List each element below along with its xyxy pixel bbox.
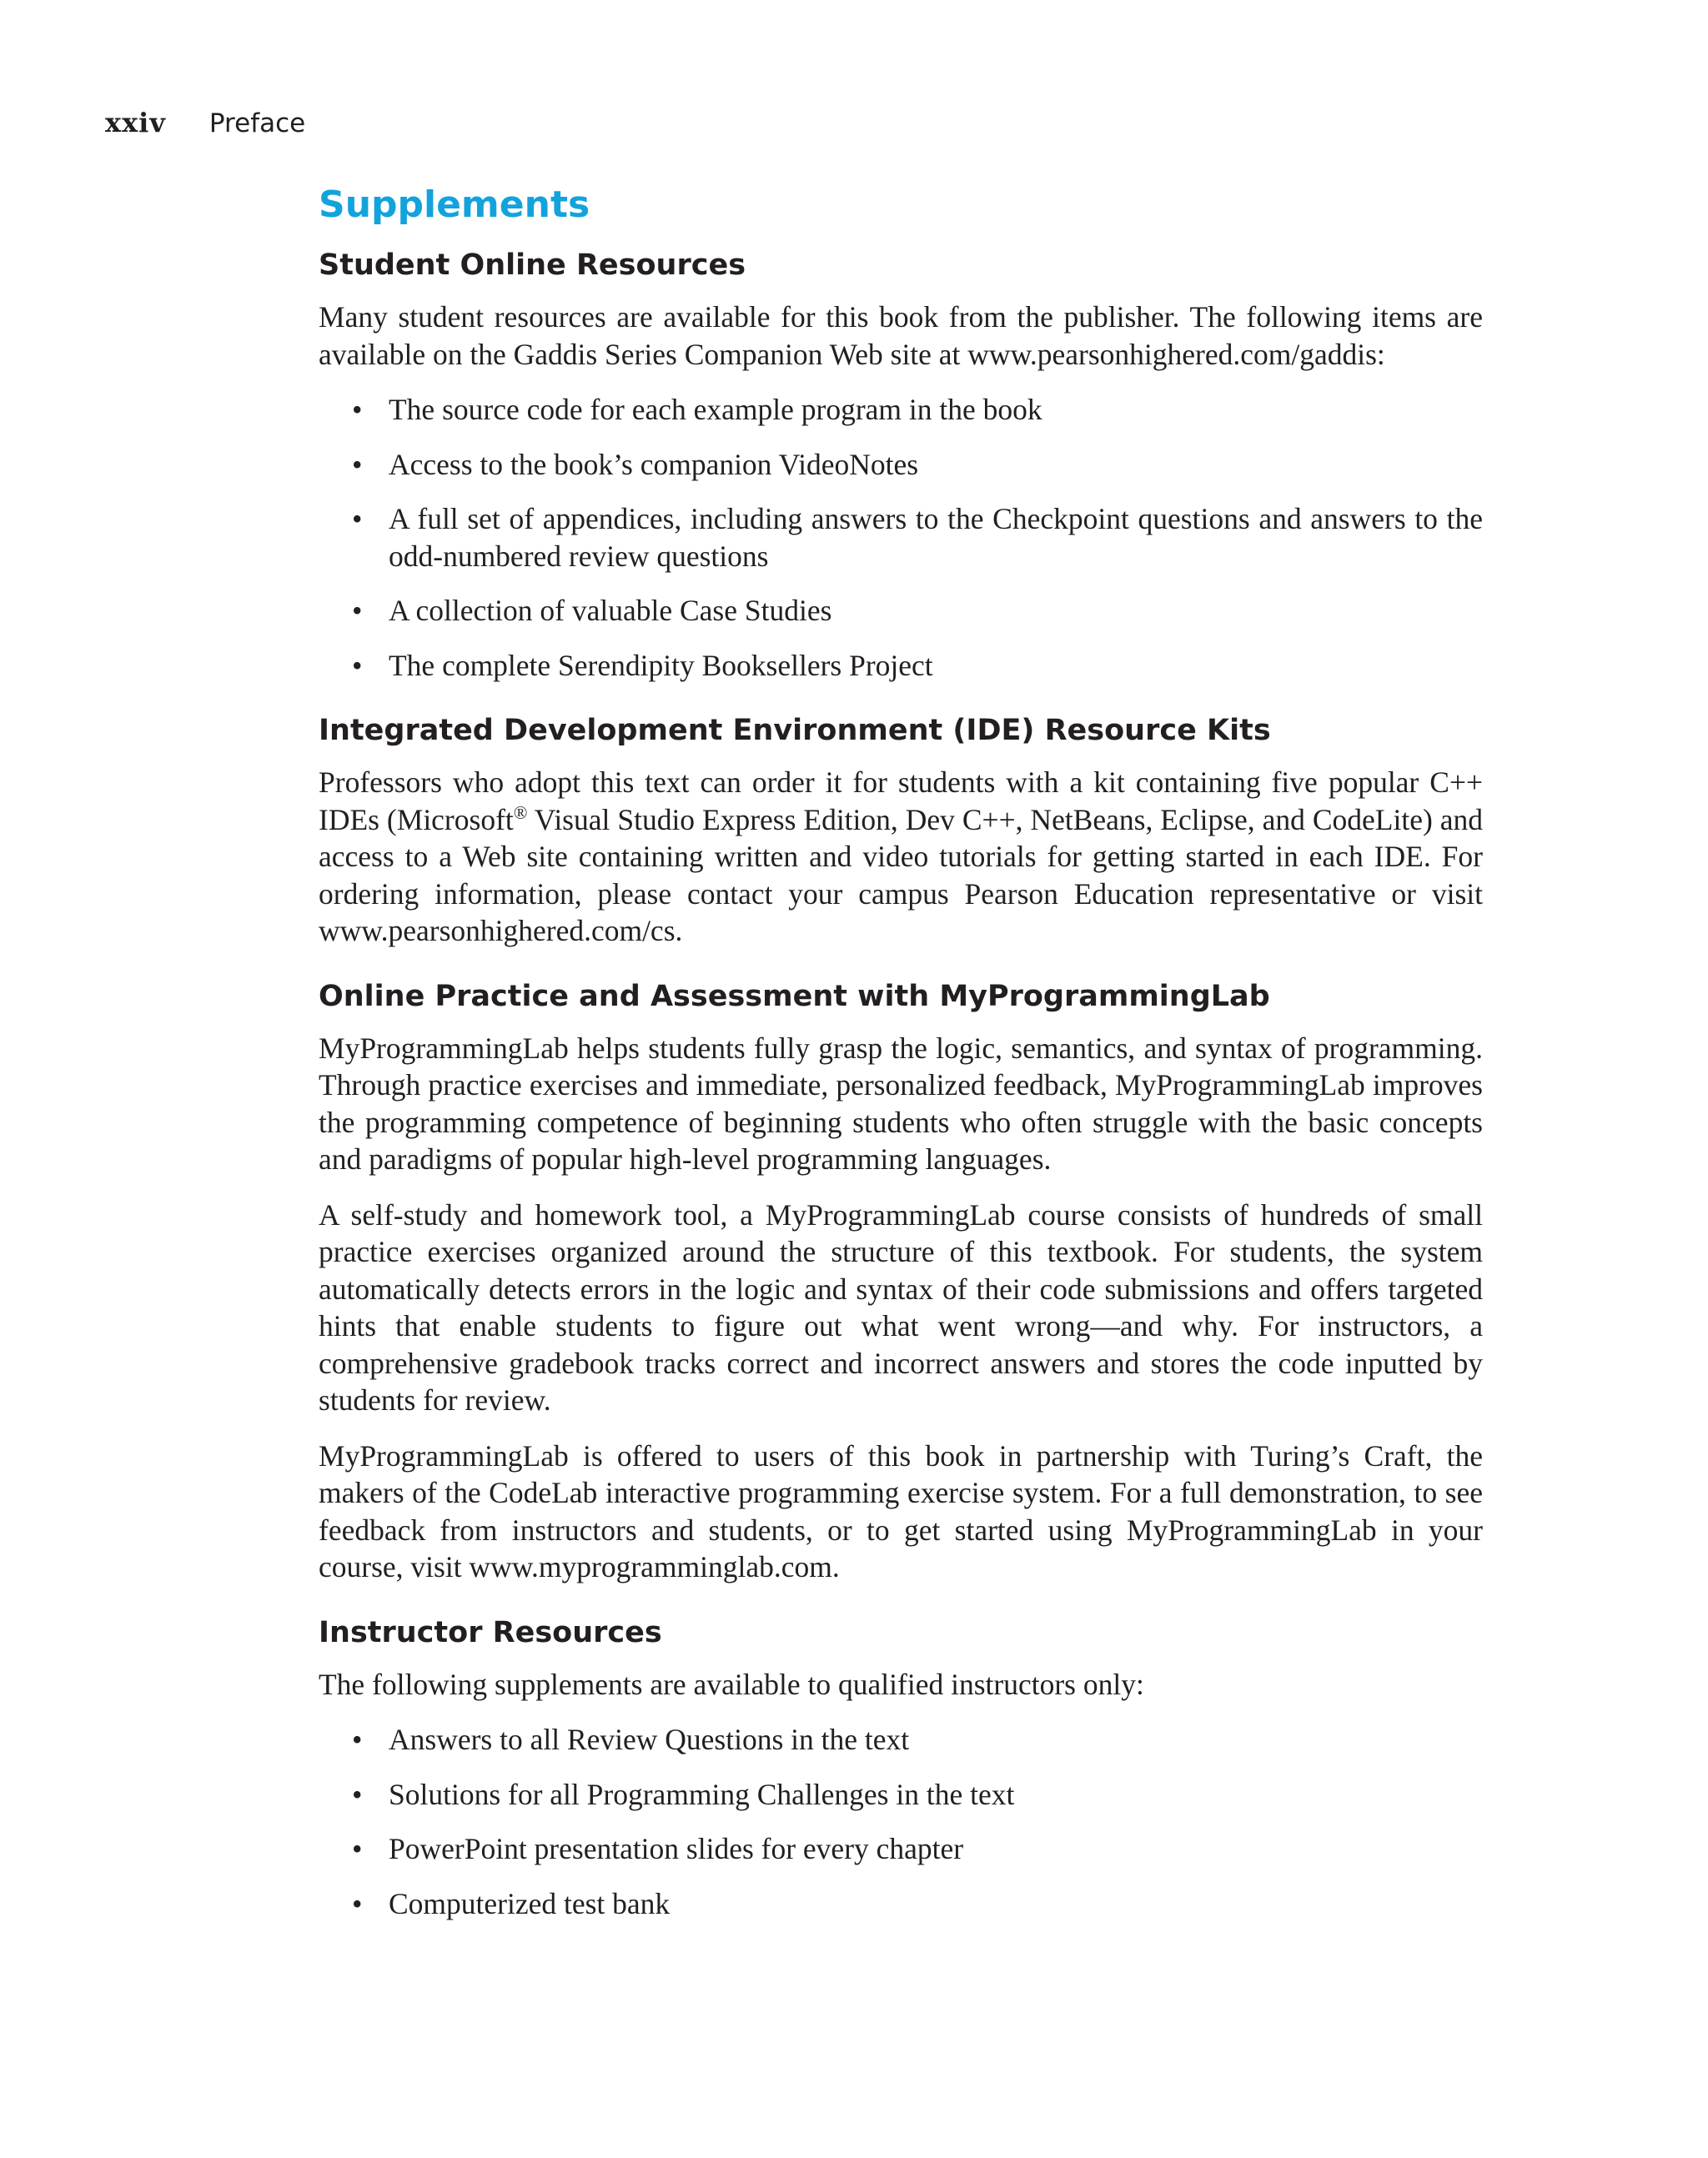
section-heading-student-resources: Student Online Resources [319, 248, 746, 282]
list-item: • PowerPoint presentation slides for every chapter [389, 1830, 1483, 1868]
paragraph-text: Professors who adopt this text can order it for students with a kit containing five popular C++ IDEs (Microsoft [319, 765, 1483, 836]
list-item: • A full set of appendices, including answers to the Checkpoint questions and answers to the odd-numbered review questions [389, 500, 1483, 575]
paragraph: Many student resources are available for this book from the publisher. The following items are available on the Gaddis Series Companion Web site at www.pearsonhighered.com/gaddis: [319, 300, 1483, 371]
list-item: • Access to the book’s companion VideoNotes [389, 446, 1483, 484]
bullet-list-instructor-resources [319, 1721, 1483, 1922]
list-item: • A collection of valuable Case Studies [389, 592, 1483, 630]
registered-mark: ® [513, 801, 528, 823]
paragraph: MyProgrammingLab helps students fully grasp the logic, semantics, and syntax of programming. Through practice exercises and immediate, personalized feedback, MyProgrammingLab improves the programming competence of beginning students who often struggle with the basic concepts and paradigms of popular high-level programming languages. [319, 1031, 1483, 1176]
paragraph: A self-study and homework tool, a MyProgrammingLab course consists of hundreds of small practice exercises organized around the structure of this textbook. For students, the system automatically detects errors in the logic and syntax of their code submissions and offers targeted hints that enable students to figure out what went wrong—and why. For instructors, a comprehensive gradebook tracks correct and incorrect answers and stores the code inputted by students for review. [319, 1197, 1483, 1417]
section-heading-myprogramminglab: Online Practice and Assessment with MyProgrammingLab [319, 979, 1270, 1013]
paragraph: The following supplements are available to qualified instructors only: [319, 1667, 1144, 1701]
paragraph: MyProgrammingLab is offered to users of this book in partnership with Turing’s Craft, the makers of the CodeLab interactive programming exercise system. For a full demonstration, to see feedback from instructors and students, or to get started using MyProgrammingLab in your course, visit www.myprogramminglab.com. [319, 1438, 1483, 1583]
list-item: • Answers to all Review Questions in the text [389, 1721, 1483, 1759]
bullet-list-student-resources [319, 391, 1483, 684]
running-head [105, 107, 305, 143]
list-item: • Computerized test bank [389, 1885, 1483, 1923]
list-item: • The complete Serendipity Booksellers Project [389, 647, 1483, 685]
section-heading-instructor-resources: Instructor Resources [319, 1615, 662, 1649]
page-number: xxiv [105, 107, 166, 138]
page-content [319, 182, 1483, 1940]
page-title: Supplements [319, 183, 590, 226]
list-item: • The source code for each example program in the book [389, 391, 1483, 429]
list-item: • Solutions for all Programming Challenges in the text [389, 1776, 1483, 1814]
running-title: Preface [208, 108, 306, 138]
paragraph [319, 764, 1483, 950]
section-heading-ide-kits: Integrated Development Environment (IDE) Resource Kits [319, 714, 1271, 747]
paragraph-text: Visual Studio Express Edition, Dev C++, NetBeans, Eclipse, and CodeLite) and access to a Web site containing written and video tutorials for getting started in each IDE. For ordering information, please contact your campus Pearson Education representative or visit www.pearsonhighered.com/cs. [319, 802, 1483, 947]
